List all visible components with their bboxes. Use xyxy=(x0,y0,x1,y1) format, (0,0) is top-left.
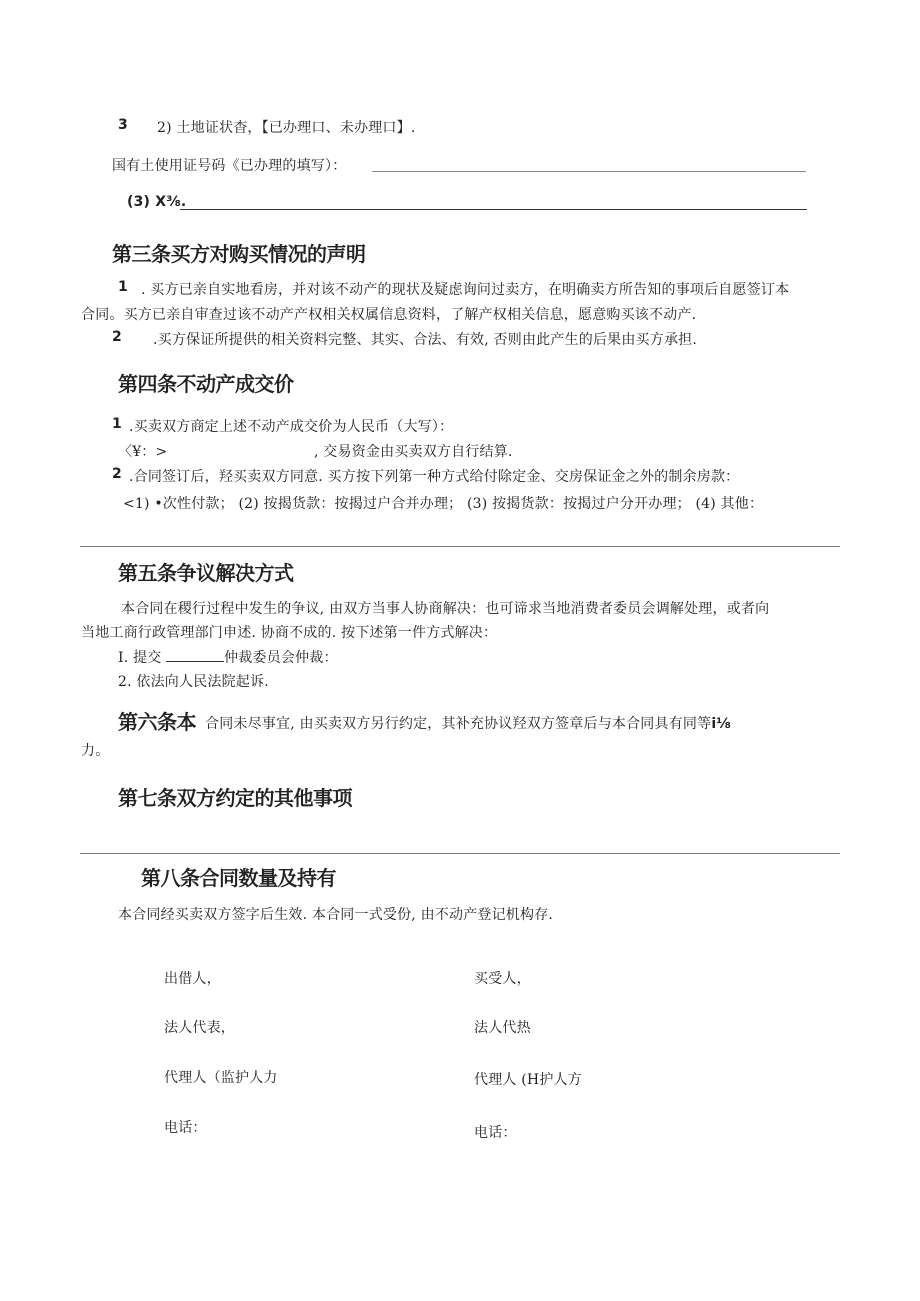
article-6-tail: i⅛ xyxy=(711,716,732,732)
list-number: 1 xyxy=(112,416,122,432)
land-cert-status: 2) 土地证状杳，【已办理口、未办理口】. xyxy=(157,120,416,136)
article-3-para-1-cont: 合同。买方已亲自审查过该不动产产权相关权属信息资料，了解产权相关信息，愿意购买该不动产. xyxy=(81,307,697,323)
article-7-title: 第七条双方约定的其他事项 xyxy=(118,786,352,810)
list-number: 3 xyxy=(118,117,128,133)
arbitration-blank xyxy=(166,647,224,662)
article-5-title: 第五条争议解决方式 xyxy=(118,561,294,585)
article-5-option-1 xyxy=(118,647,338,667)
list-number: 2 xyxy=(112,329,122,345)
article-3-para-1: . 买方已亲自实地看房，并对该不动产的现状及疑虑询问过卖方，在明确卖方所告知的事项后自愿签订本 xyxy=(141,282,790,298)
list-number: 1 xyxy=(118,279,128,295)
section-divider xyxy=(80,853,840,854)
article-6-title: 第六条本 xyxy=(118,710,196,734)
list-number: 2 xyxy=(112,466,122,482)
article-4-para-2: .合同签订后，羟买卖双方同意. 买方按下列第一种方式给付除定金、交房保证金之外的制余房款： xyxy=(129,469,740,485)
sign-seller-agent: 代理人（监护人力 xyxy=(164,1070,278,1086)
article-3-para-2: .买方保证所提供的相关资料完整、其实、合法、有效, 否则由此产生的后果由买方承担. xyxy=(153,332,697,348)
article-4-title: 第四条不动产成交价 xyxy=(118,372,294,396)
article-8-text: 本合同经买卖双方签字后生效. 本合同一式受份, 由不动产登记机构存. xyxy=(118,907,554,923)
article-6-line-2: 力。 xyxy=(81,743,110,759)
sign-seller-legal-rep: 法人代表， xyxy=(164,1020,235,1036)
item-3-label: (3) X⅜. xyxy=(127,194,187,210)
article-3-title: 第三条买方对购买情况的声明 xyxy=(112,242,366,266)
price-amount-open: 〈¥：> xyxy=(118,444,168,460)
article-5-line-1: 本合同在稷行过程中发生的争议, 由双方当事人协商解决：也可谛求当地消费者委员会调解处理，或者向 xyxy=(121,601,770,617)
price-amount-rest: , 交易资金由买卖双方自行结算. xyxy=(314,444,513,460)
sign-seller-phone: 电话： xyxy=(164,1120,207,1136)
sign-seller: 出借人， xyxy=(164,971,221,987)
article-5-option-2: 2. 依法向人民法院起诉. xyxy=(118,674,269,690)
sign-buyer-agent: 代理人 (H护人方 xyxy=(474,1072,582,1088)
land-cert-number-line xyxy=(372,171,806,172)
option-1-prefix: I. 提交 xyxy=(118,650,162,666)
option-1-suffix: 仲裁委员会仲裁： xyxy=(224,650,338,666)
article-6-body: 合同未尽事宜, 由买卖双方另行约定，其补充协议羟双方签章后与本合同具有同等 xyxy=(205,716,712,732)
article-6-text xyxy=(205,713,731,733)
article-8-title: 第八条合同数量及持有 xyxy=(141,866,336,890)
article-5-line-2: 当地工商行政管理部门申述. 协商不成的. 按下述第一件方式解决： xyxy=(81,625,498,641)
sign-buyer: 买受人， xyxy=(474,971,531,987)
sign-buyer-legal-rep: 法人代热 xyxy=(474,1020,531,1036)
sign-buyer-phone: 电话： xyxy=(474,1125,517,1141)
item-3-line xyxy=(180,209,807,210)
payment-options: <1) •次性付款； (2) 按揭货款：按揭过户合并办理； (3) 按揭货款：按揭过户分开办理； (4) 其他： xyxy=(123,496,764,512)
article-4-para-1: .买卖双方商定上述不动产成交价为人民币（大写）： xyxy=(129,419,454,435)
land-cert-number-label: 国有土使用证号码《已办理的填写）： xyxy=(112,158,347,174)
section-divider xyxy=(80,546,840,547)
